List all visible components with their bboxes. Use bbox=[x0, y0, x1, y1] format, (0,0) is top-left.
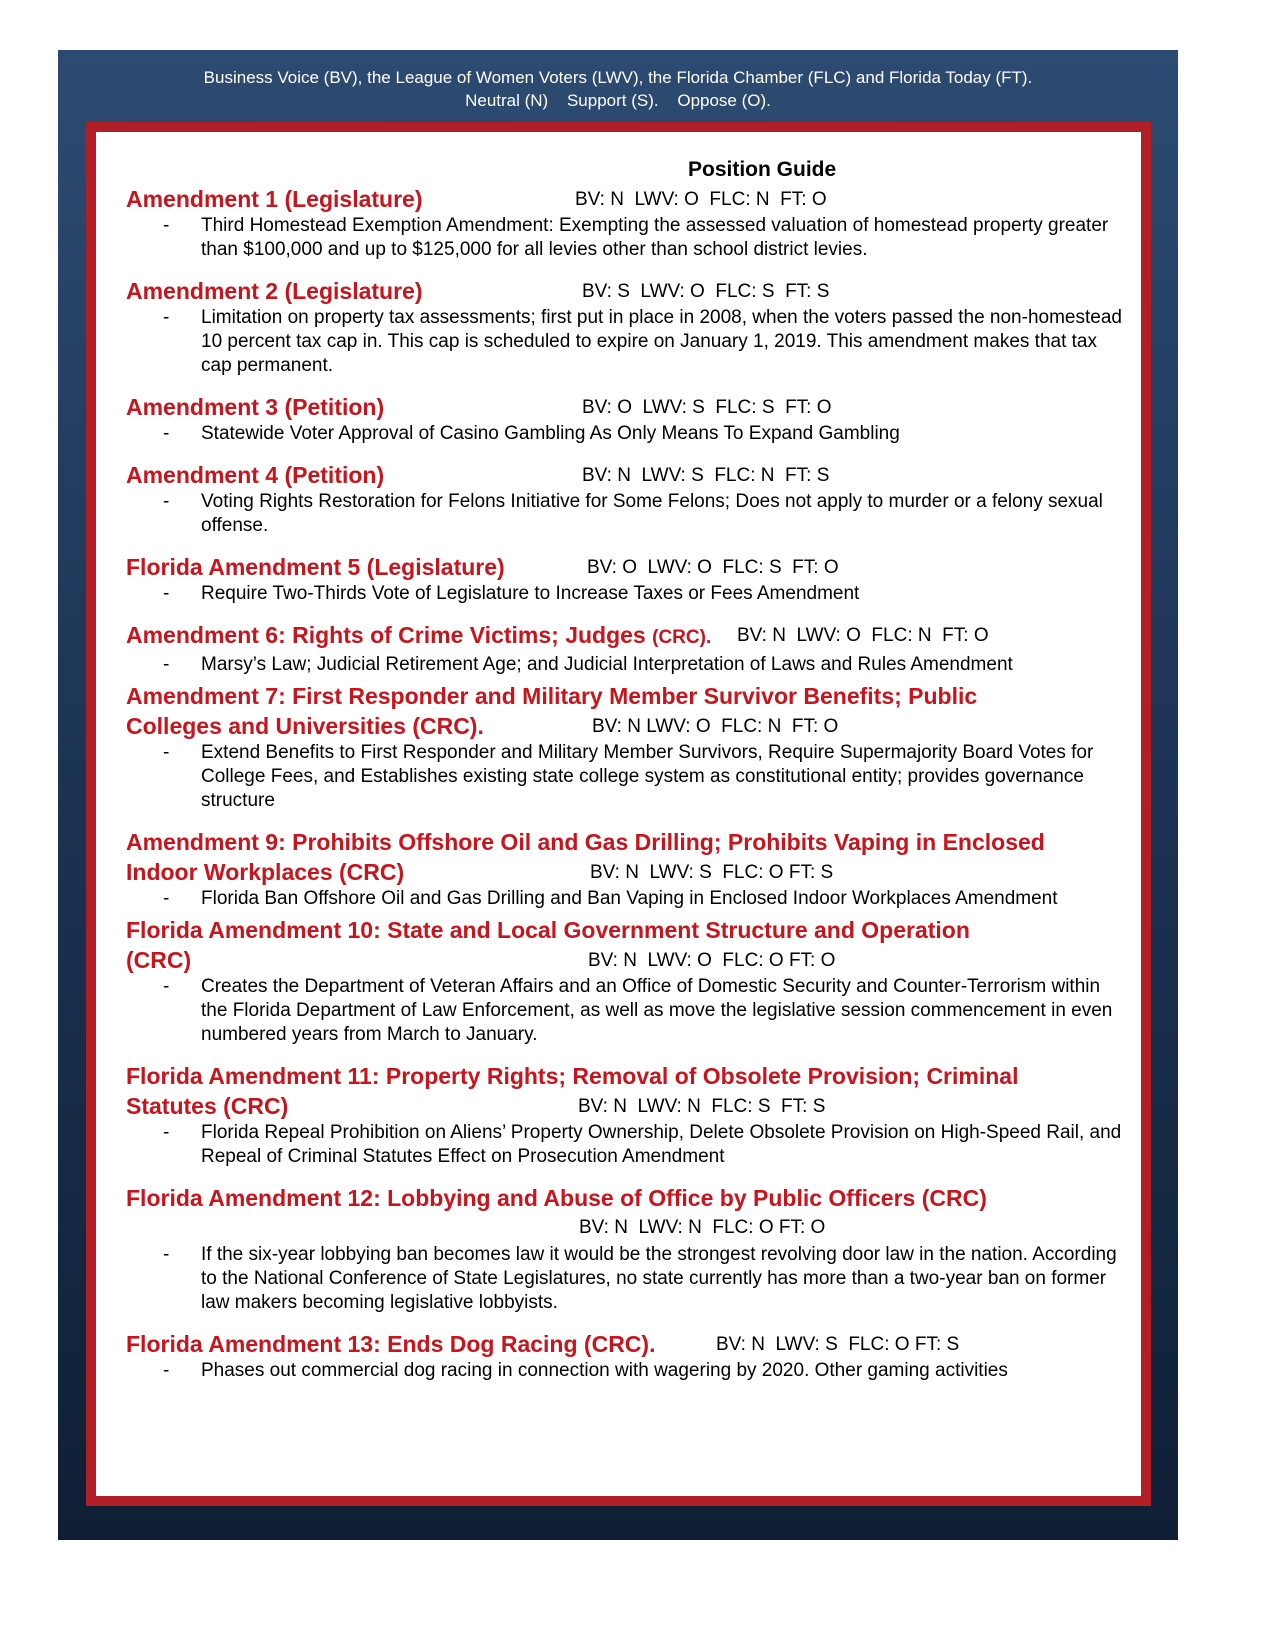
bullet-dash: - bbox=[163, 1122, 170, 1143]
amendment-description: If the six-year lobbying ban becomes law it would be the strongest revolving door law in the nation. According to the National Conference of State Legislatures, no state currently has more than a two-year ban on former law makers becoming legislative lobbyists. bbox=[201, 1244, 1117, 1313]
amendment-12 bbox=[126, 1183, 1126, 1315]
amendment-positions: BV: N LWV: S FLC: O FT: S bbox=[590, 862, 834, 883]
amendment-positions: BV: N LWV: O FLC: N FT: O bbox=[737, 625, 989, 646]
amendment-title-line1: Florida Amendment 11: Property Rights; Removal of Obsolete Provision; Criminal bbox=[126, 1063, 1019, 1089]
legend bbox=[58, 66, 1178, 112]
amendment-4 bbox=[126, 460, 1126, 538]
amendment-5 bbox=[126, 552, 1126, 606]
bullet-dash: - bbox=[163, 888, 170, 909]
legend-oppose: Oppose (O). bbox=[677, 91, 771, 110]
amendment-title-line2: (CRC) bbox=[126, 947, 192, 973]
amendment-description: Creates the Department of Veteran Affairs and an Office of Domestic Security and Counter-Terrorism within the Florida Department of Law Enforcement, as well as move the legislative session commencement in even numbered years from March to January. bbox=[201, 976, 1113, 1045]
amendment-description: Limitation on property tax assessments; first put in place in 2008, when the voters passed the non-homestead 10 percent tax cap in. This cap is scheduled to expire on January 1, 2019. This amendment makes that tax cap permanent. bbox=[201, 307, 1122, 376]
amendment-9 bbox=[126, 827, 1126, 911]
bullet-dash: - bbox=[163, 491, 170, 512]
amendment-title-line1: Florida Amendment 10: State and Local Government Structure and Operation bbox=[126, 917, 970, 943]
amendment-description: Extend Benefits to First Responder and Military Member Survivors, Require Supermajority Board Votes for College Fees, and Establishes existing state college system as constitutional entity; provides governance structure bbox=[201, 742, 1094, 811]
legend-neutral: Neutral (N) bbox=[465, 91, 549, 110]
amendment-description: Marsy’s Law; Judicial Retirement Age; and Judicial Interpretation of Laws and Rules Amendment bbox=[201, 654, 1013, 675]
amendment-2 bbox=[126, 276, 1126, 378]
amendment-positions: BV: N LWV: N FLC: S FT: S bbox=[578, 1096, 826, 1117]
amendment-13 bbox=[126, 1329, 1126, 1383]
amendment-title: Florida Amendment 12: Lobbying and Abuse of Office by Public Officers (CRC) bbox=[126, 1185, 987, 1211]
amendment-title: Amendment 6: Rights of Crime Victims; Judges bbox=[126, 622, 646, 648]
amendment-description: Phases out commercial dog racing in connection with wagering by 2020. Other gaming activities bbox=[201, 1360, 1008, 1381]
amendment-title-line2: Indoor Workplaces (CRC) bbox=[126, 859, 405, 885]
amendment-title-suffix: (CRC). bbox=[652, 627, 712, 648]
legend-line: Business Voice (BV), the League of Women Voters (LWV), the Florida Chamber (FLC) and Florida Today (FT). bbox=[203, 68, 1033, 87]
bullet-dash: - bbox=[163, 1360, 170, 1381]
bullet-dash: - bbox=[163, 654, 170, 675]
bullet-dash: - bbox=[163, 307, 170, 328]
amendment-positions: BV: S LWV: O FLC: S FT: S bbox=[582, 281, 830, 302]
bullet-dash: - bbox=[163, 215, 170, 236]
amendment-7 bbox=[126, 681, 1126, 813]
amendment-1 bbox=[126, 184, 1126, 262]
amendment-10 bbox=[126, 915, 1126, 1047]
legend-support: Support (S). bbox=[566, 91, 659, 110]
amendment-title-line1: Amendment 7: First Responder and Military Member Survivor Benefits; Public bbox=[126, 683, 978, 709]
content-panel bbox=[96, 132, 1141, 1496]
bullet-dash: - bbox=[163, 423, 170, 444]
amendment-title: Amendment 3 (Petition) bbox=[126, 394, 385, 420]
legend-key bbox=[58, 89, 1178, 112]
amendment-description: Voting Rights Restoration for Felons Initiative for Some Felons; Does not apply to murder or a felony sexual offense. bbox=[201, 491, 1103, 536]
amendment-positions: BV: N LWV: N FLC: O FT: O bbox=[579, 1217, 826, 1238]
amendment-11 bbox=[126, 1061, 1126, 1169]
amendment-description: Florida Ban Offshore Oil and Gas Drilling and Ban Vaping in Enclosed Indoor Workplaces Amendment bbox=[201, 888, 1058, 909]
amendment-positions: BV: N LWV: O FLC: O FT: O bbox=[588, 950, 836, 971]
amendment-positions: BV: N LWV: S FLC: O FT: S bbox=[716, 1334, 960, 1355]
amendment-positions: BV: O LWV: O FLC: S FT: O bbox=[587, 557, 839, 578]
amendment-positions: BV: N LWV: O FLC: N FT: O bbox=[592, 716, 839, 737]
bullet-dash: - bbox=[163, 742, 170, 763]
amendment-positions: BV: N LWV: S FLC: N FT: S bbox=[582, 465, 830, 486]
amendment-3 bbox=[126, 392, 1126, 446]
amendment-title: Amendment 2 (Legislature) bbox=[126, 278, 423, 304]
amendment-title: Florida Amendment 5 (Legislature) bbox=[126, 554, 505, 580]
amendment-description: Third Homestead Exemption Amendment: Exempting the assessed valuation of homestead property greater than $100,000 and up to $125,000 for all levies other than school district levies. bbox=[201, 215, 1109, 260]
position-guide bbox=[126, 156, 1126, 1397]
guide-title: Position Guide bbox=[688, 158, 837, 181]
amendment-6 bbox=[126, 620, 1126, 677]
bullet-dash: - bbox=[163, 976, 170, 997]
red-frame bbox=[86, 122, 1151, 1506]
amendment-description: Require Two-Thirds Vote of Legislature to Increase Taxes or Fees Amendment bbox=[201, 583, 860, 604]
amendment-title-line2: Colleges and Universities (CRC). bbox=[126, 713, 484, 739]
bullet-dash: - bbox=[163, 583, 170, 604]
amendment-description: Florida Repeal Prohibition on Aliens’ Property Ownership, Delete Obsolete Provision on High-Speed Rail, and Repeal of Criminal Statutes Effect on Prosecution Amendment bbox=[201, 1122, 1122, 1167]
amendment-title: Amendment 4 (Petition) bbox=[126, 462, 385, 488]
amendment-description: Statewide Voter Approval of Casino Gambling As Only Means To Expand Gambling bbox=[201, 423, 900, 444]
amendment-positions: BV: O LWV: S FLC: S FT: O bbox=[582, 397, 832, 418]
amendment-title-line2: Statutes (CRC) bbox=[126, 1093, 289, 1119]
page-background bbox=[58, 50, 1178, 1540]
amendment-title: Amendment 1 (Legislature) bbox=[126, 186, 423, 212]
amendment-title: Florida Amendment 13: Ends Dog Racing (CRC). bbox=[126, 1331, 656, 1357]
amendment-positions: BV: N LWV: O FLC: N FT: O bbox=[575, 189, 827, 210]
bullet-dash: - bbox=[163, 1244, 170, 1265]
amendment-title-line1: Amendment 9: Prohibits Offshore Oil and Gas Drilling; Prohibits Vaping in Enclosed bbox=[126, 829, 1045, 855]
